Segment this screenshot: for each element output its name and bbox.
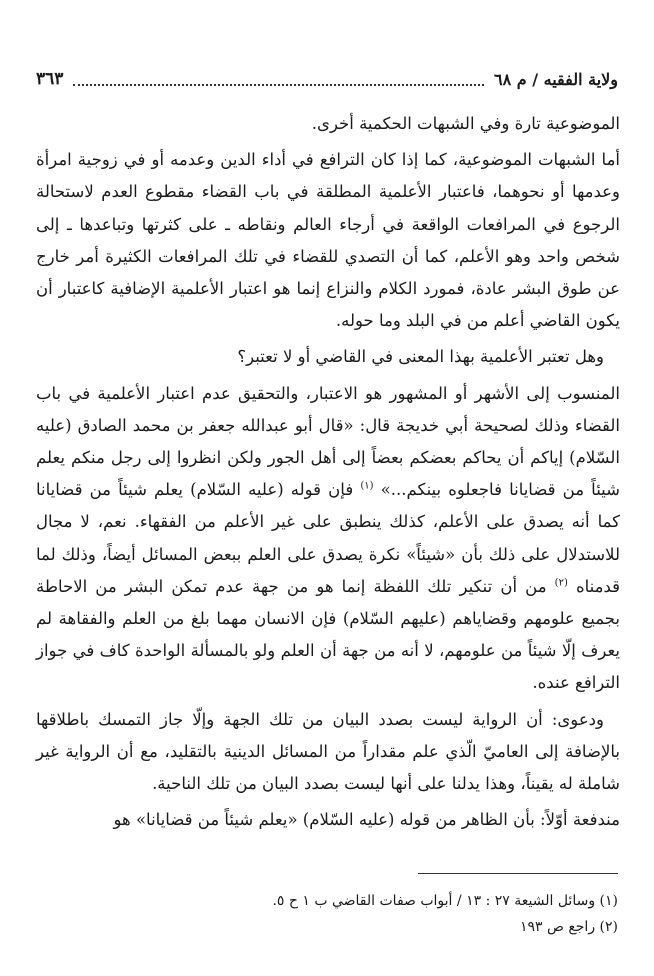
footnote-marker-2: (٢) xyxy=(554,577,568,589)
footnote-marker-1: (١) xyxy=(360,480,374,492)
paragraph: وهل تعتبر الأعلمية بهذا المعنى في القاضي أو لا تعتبر؟ xyxy=(237,347,604,367)
paragraph: أما الشبهات الموضوعية، كما إذا كان الترافع في أداء الدين وعدمه أو في زوجية امرأة وعدمها أو نحوهما، فاعتبار الأعلمية المطلقة في باب القضاء مقطوع العدم لاستحالة الرجوع في المرافعات الواقعة في أرجاء العالم ونقاطه ـ على كثرتها وتباعدها ـ إلى شخص واحد وهو الأعلم، كما أن التصدي للقضاء في تلك المرافعات الكثيرة أمر خارج عن طوق البشر عادة، فمورد الكلام والنزاع إنما هو اعتبار الأعلمية الإضافية كاعتبار أن يكون القاضي أعلم من في البلد وما حوله. xyxy=(36,150,620,331)
paragraph xyxy=(36,378,620,700)
header-dot-leader xyxy=(73,84,484,86)
main-text xyxy=(36,108,620,840)
paragraph: مندفعة أوّلاً: بأن الظاهر من قوله (عليه السّلام) «يعلم شيئاً من قضايانا» هو xyxy=(113,810,620,830)
paragraph: ودعوى: أن الرواية ليست بصدد البيان من تلك الجهة وإلّا جاز التمسك باطلاقها بالإضافة إلى العاميّ الّذي علم مقداراً من المسائل الدينية بالتقليد، مع أن الرواية غير شاملة له يقيناً، وهذا يدلنا على أنها ليست بصدد البيان من تلك الناحية. xyxy=(36,709,620,794)
footnote-1: (١) وسائل الشيعة ٢٧ : ١٣ / أبواب صفات القاضي ب ١ ح ٥. xyxy=(272,893,618,909)
paragraph-text: من أن تنكير تلك اللفظة إنما هو من جهة عدم تمكن البشر من الاحاطة بجميع علومهم وقضاياهم (عليهم السّلام) فإن الانسان مهما بلغ من العلم والفقاهة لم يعرف إلّا شيئاً من علومهم، لا أنه من جهة أن العلم ولو بالمسألة الواحدة كاف في جواز الترافع عنده. xyxy=(36,576,620,693)
paragraph-text: المنسوب إلى الأشهر أو المشهور هو الاعتبار، والتحقيق عدم اعتبار الأعلمية في باب القضاء وذلك لصحيحة أبي خديجة قال: «قال أبو عبدالله جعفر بن محمد الصادق (عليه السّلام) إياكم أن يحاكم بعضكم بعضاً إلى أهل الجور ولكن انظروا إلى رجل منكم يعلم شيئاً من قضايانا فاجعلوه بينكم...» xyxy=(36,383,620,500)
footnote-separator xyxy=(418,873,618,874)
paragraph: الموضوعية تارة وفي الشبهات الحكمية أخرى. xyxy=(311,114,620,133)
running-title: ولاية الفقيه / م ٦٨ xyxy=(493,69,618,89)
footnote-2: (٢) راجع ص ١٩٣ xyxy=(519,919,618,935)
page-number: ٣٦٣ xyxy=(36,69,64,89)
footnotes xyxy=(38,888,618,940)
running-header xyxy=(36,66,618,92)
paragraph-text: فإن قوله (عليه السّلام) يعلم شيئاً من قضايانا كما أنه يصدق على الأعلم، كذلك ينطبق على غير الأعلم من الفقهاء. نعم، لا مجال للاستدلال على ذلك بأن «شيئاً» نكرة يصدق على العلم ببعض المسائل أيضاً، وذلك لما قدمناه xyxy=(36,480,620,596)
